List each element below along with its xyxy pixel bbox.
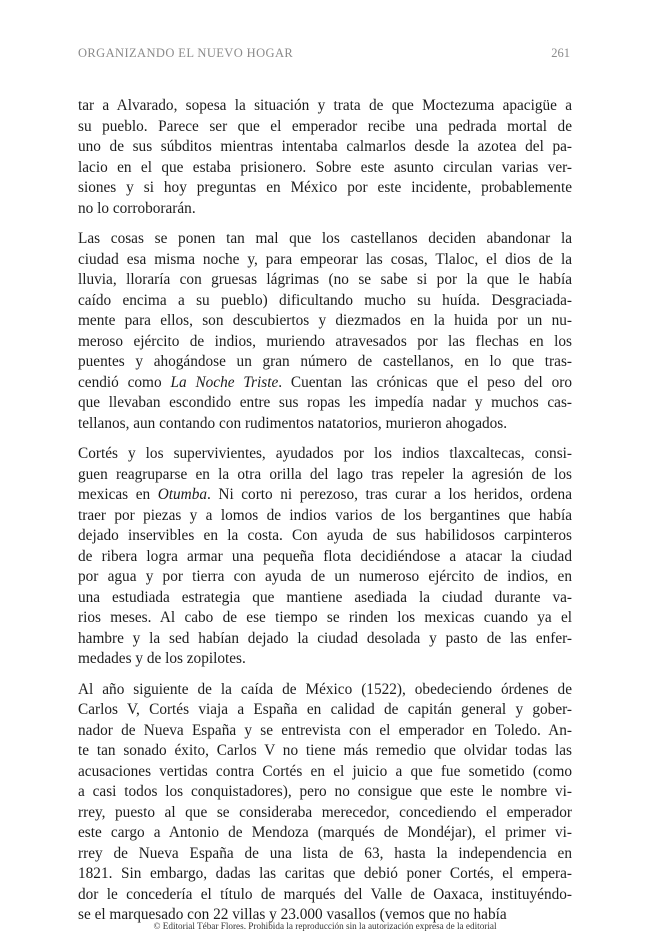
text-line: acusaciones vertidas contra Cortés en el juicio a que fue sometido (como bbox=[78, 762, 572, 780]
paragraph-2 bbox=[78, 229, 572, 434]
text-line: te tan sonado éxito, Carlos V no tiene más remedio que olvidar todas las bbox=[78, 742, 572, 759]
text-line: caído encima a su pueblo) dificultando mucho su huída. Desgraciada- bbox=[78, 291, 572, 309]
text-line: Las cosas se ponen tan mal que los castellanos deciden abandonar la bbox=[78, 230, 572, 247]
text-line: Al año siguiente de la caída de México (1522), obedeciendo órdenes de bbox=[78, 680, 572, 698]
text-line: guen reagruparse en la otra orilla del lago tras repeler la agresión de los bbox=[78, 465, 572, 483]
italic-phrase: Otumba bbox=[157, 486, 207, 503]
text-line: medades y de los zopilotes. bbox=[78, 650, 246, 667]
text-line: ciudad esa misma noche y, para empeorar las cosas, Tlaloc, el dios de la bbox=[78, 250, 572, 268]
running-title: ORGANIZANDO EL NUEVO HOGAR bbox=[78, 46, 294, 60]
text-line: Cortés y los supervivientes, ayudados por los indios tlaxcaltecas, consi- bbox=[78, 445, 572, 462]
text-line: lluvia, lloraría con gruesas lágrimas (no se sabe si por la que le había bbox=[78, 271, 572, 288]
text-line: que llevaban escondido entre sus ropas les impedía nadar y muchos cas- bbox=[78, 394, 572, 411]
text-line: dejado inservibles en la costa. Con ayuda de sus habilidosos carpinteros bbox=[78, 527, 572, 544]
body-text bbox=[78, 96, 572, 936]
running-head bbox=[78, 46, 570, 61]
text-line: lacio en el que estaba prisionero. Sobre este asunto circulan varias ver- bbox=[78, 158, 572, 176]
text-line: este cargo a Antonio de Mendoza (marqués de Mondéjar), el primer vi- bbox=[78, 824, 572, 841]
page-number: 261 bbox=[551, 46, 570, 60]
text-line: puentes y ahogándose un gran número de castellanos, en lo que tras- bbox=[78, 353, 572, 370]
text-line: mente para ellos, son descubiertos y diezmados en la huida por un nu- bbox=[78, 312, 572, 329]
text-line: cendió como La Noche Triste. Cuentan las crónicas que el peso del oro bbox=[78, 373, 572, 391]
text-line: rrey de Nueva España de una lista de 63, hasta la independencia en bbox=[78, 844, 572, 862]
text-line: meroso ejército de indios, muriendo atravesados por las flechas en los bbox=[78, 332, 572, 350]
paragraph-1 bbox=[78, 96, 572, 219]
text-line: una estudiada estrategia que mantiene asediada la ciudad durante va- bbox=[78, 588, 572, 606]
text-line: siones y si hoy preguntas en México por este incidente, probablemente bbox=[78, 179, 572, 196]
text-line: hambre y la sed habían dejado la ciudad desolada y pasto de las enfer- bbox=[78, 629, 572, 647]
text-line: dor le concedería el título de marqués del Valle de Oaxaca, instituyéndo- bbox=[78, 885, 572, 903]
text-line: tar a Alvarado, sopesa la situación y trata de que Moctezuma apacigüe a bbox=[78, 97, 572, 114]
text-line: nador de Nueva España y se entrevista con el emperador en Toledo. An- bbox=[78, 721, 572, 739]
paragraph-3 bbox=[78, 444, 572, 670]
text-line: traer por piezas y a lomos de indios varios de los bergantines que había bbox=[78, 506, 572, 524]
copyright-footer: © Editorial Tébar Flores. Prohibida la reproducción sin la autorización expresa de la editorial bbox=[153, 921, 497, 931]
text-line: tellanos, aun contando con rudimentos natatorios, murieron ahogados. bbox=[78, 414, 508, 432]
text-line: Carlos V, Cortés viaja a España en calidad de capitán general y gober- bbox=[78, 701, 572, 718]
text-line: de ribera logra armar una pequeña flota decidiéndose a atacar la ciudad bbox=[78, 547, 572, 565]
text-line: se el marquesado con 22 villas y 23.000 vasallos (vemos que no había bbox=[78, 906, 507, 923]
text-line: rios meses. Al cabo de ese tiempo se rinden los mexicas cuando ya el bbox=[78, 609, 572, 626]
text-line: por agua y por tierra con ayuda de un numeroso ejército de indios, en bbox=[78, 568, 572, 585]
text-line: 1821. Sin embargo, dadas las caritas que debió poner Cortés, el empera- bbox=[78, 865, 572, 882]
text-line: a casi todos los conquistadores), pero no consigue que este le nombre vi- bbox=[78, 783, 572, 800]
text-line: mexicas en Otumba. Ni corto ni perezoso, tras curar a los heridos, ordena bbox=[78, 486, 572, 503]
paragraph-4 bbox=[78, 680, 572, 926]
text-line: su pueblo. Parece ser que el emperador recibe una pedrada mortal de bbox=[78, 117, 572, 135]
italic-phrase: La Noche Triste bbox=[170, 373, 279, 391]
text-line: no lo corroborarán. bbox=[78, 199, 196, 217]
text-line: rrey, puesto al que se consideraba merecedor, concediendo el emperador bbox=[78, 803, 572, 821]
text-line: uno de sus súbditos mientras intentaba calmarlos desde la azotea del pa- bbox=[78, 138, 572, 155]
